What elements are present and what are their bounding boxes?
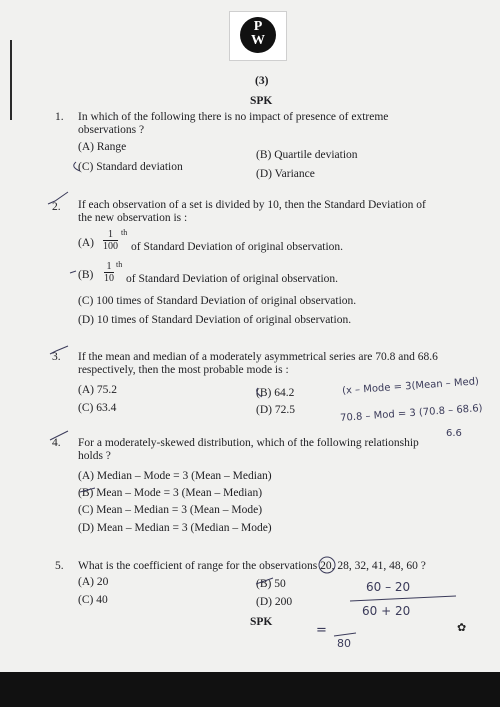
q1-option-d: (D) Variance [256,168,315,180]
tick-mark-q2 [48,192,68,204]
q3-handwriting-line1: (x – Mode = 3(Mean – Med) [341,376,480,397]
fraction-denominator: 100 [103,241,118,252]
q1-text-line1: In which of the following there is no impact of presence of extreme [78,111,389,123]
q2-option-b-sup: th [116,260,123,269]
q5-handwriting-numerator: 60 – 20 [366,580,411,594]
q4-number: 4. [52,437,61,449]
q3-option-c: (C) 63.4 [78,402,117,414]
tick-mark-q3 [50,346,68,354]
q5-option-c: (C) 40 [78,594,108,606]
q1-option-a: (A) Range [78,141,127,153]
circle-mark-q5-20 [319,557,335,573]
q4-option-b: (B) Mean – Mode = 3 (Mean – Median) [78,487,263,499]
strike-mark-q5-b [256,578,273,584]
q1-option-b: (B) Quartile deviation [256,149,358,161]
q1-option-c: (C) Standard deviation [78,161,183,173]
fraction-denominator: 10 [104,273,114,284]
q5-handwriting-equals: = [316,623,327,638]
q3-option-d: (D) 72.5 [256,404,295,416]
fraction-numerator: 1 [104,261,114,273]
q5-option-b: (B) 50 [256,578,286,590]
q2-text-line1: If each observation of a set is divided by 10, then the Standard Deviation of [78,199,426,211]
q3-number: 3. [52,351,61,363]
q3-text-line1: If the mean and median of a moderately asymmetrical series are 70.8 and 68.6 [78,351,438,363]
dash-mark-q2-b [70,271,76,273]
q2-option-a-sup: th [121,228,128,237]
q3-handwriting-line3: 6.6 [446,428,462,439]
page-number: (3) [255,75,269,87]
tick-mark-q4 [50,431,68,440]
q1-number: 1. [55,111,64,123]
q2-option-b-text: of Standard Deviation of original observation. [126,273,339,285]
answer-bar-mark [334,633,356,636]
strike-mark-q4-b [80,488,95,492]
q5-handwriting-result: 80 [337,637,351,650]
q4-text-line2: holds ? [78,450,111,462]
q4-option-a: (A) Median – Mode = 3 (Mean – Median) [78,470,272,482]
pw-logo-mark: P W [240,17,276,53]
q5-text-line1: What is the coefficient of range for the observations 20, 28, 32, 41, 48, 60 ? [78,560,426,572]
fraction-bar-mark [350,596,456,601]
q4-option-c: (C) Mean – Median = 3 (Mean – Mode) [78,504,263,516]
fraction-numerator: 1 [103,229,118,241]
q2-option-d: (D) 10 times of Standard Deviation of original observation. [78,314,352,326]
q5-handwriting-denominator: 60 + 20 [362,604,411,618]
circle-mark-q3-b [257,388,262,397]
paper-code: SPK [250,95,273,107]
bottom-dark-strip [0,672,500,707]
q3-handwriting-line2: 70.8 – Mod = 3 (70.8 – 68.6) [339,403,483,424]
q1-text-line2: observations ? [78,124,145,136]
q3-text-line2: respectively, then the most probable mode is : [78,364,289,376]
circle-mark-q1-c [74,162,80,171]
q3-option-b: (B) 64.2 [256,387,295,399]
q2-option-b-label: (B) [78,269,94,281]
q4-text-line1: For a moderately-skewed distribution, which of the following relationship [78,437,419,449]
q2-option-a-text: of Standard Deviation of original observation. [131,241,344,253]
q5-option-d: (D) 200 [256,596,293,608]
q2-option-c: (C) 100 times of Standard Deviation of original observation. [78,295,357,307]
q3-option-a: (A) 75.2 [78,384,117,396]
q4-option-d: (D) Mean – Median = 3 (Median – Mode) [78,522,272,534]
q5-option-a: (A) 20 [78,576,109,588]
q2-text-line2: the new observation is : [78,212,188,224]
q2-number: 2. [52,201,61,213]
q2-option-a-label: (A) [78,237,94,249]
footer-paper-code: SPK [250,616,273,628]
q5-number: 5. [55,560,64,572]
flower-icon: ✿ [457,622,467,634]
